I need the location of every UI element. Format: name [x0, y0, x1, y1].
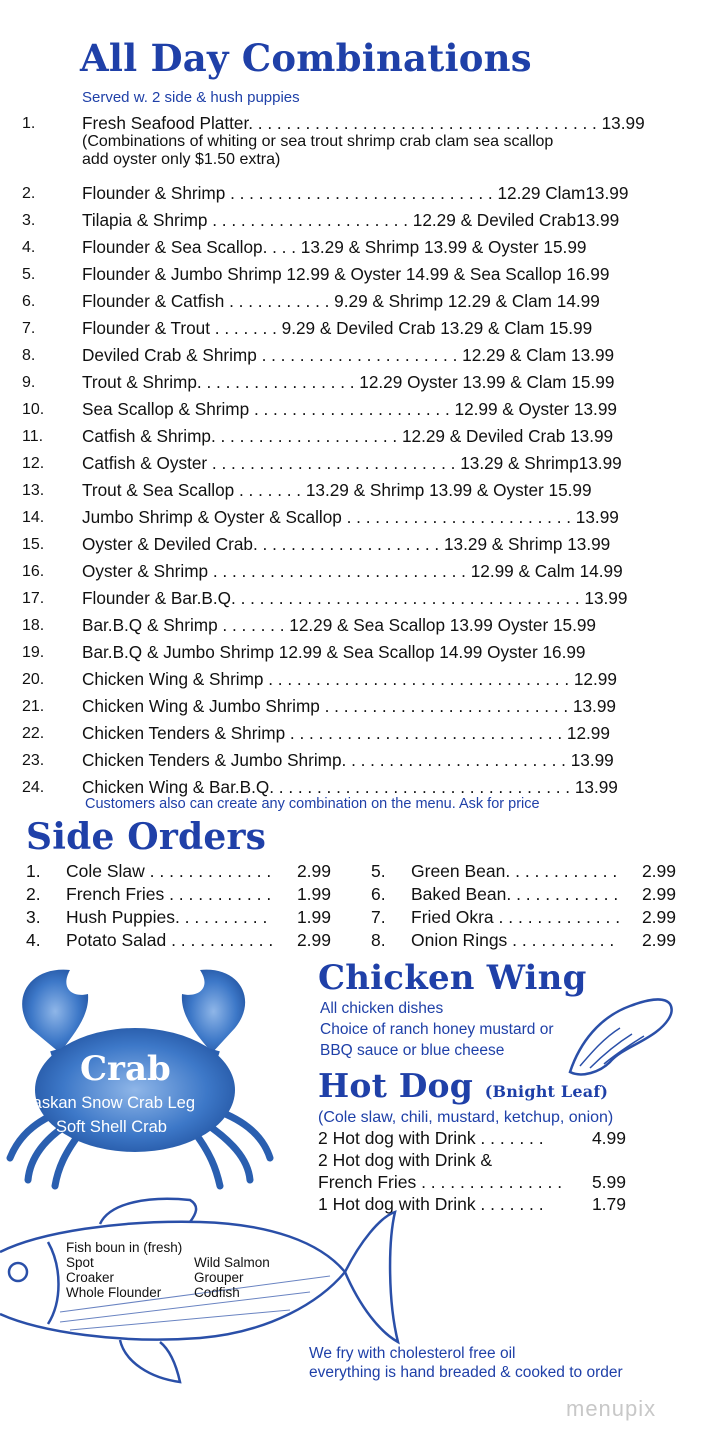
list-item — [22, 207, 687, 234]
item-line: Chicken Tenders & Jumbo Shrimp. . . . . . . . . . . . . . . . . . . . . . . . 13.99 — [82, 750, 614, 770]
combinations-note: Customers also can create any combination on the menu. Ask for price — [85, 796, 540, 812]
item-number: 10. — [22, 401, 45, 418]
item-note: (Combinations of whiting or sea trout shrimp crab clam sea scallop — [82, 133, 554, 150]
item-price: 1.99 — [296, 907, 331, 927]
item-name: French Fries . . . . . . . . . . . . . . . — [318, 1172, 563, 1192]
hot-dog-description: (Cole slaw, chili, mustard, ketchup, onion) — [318, 1109, 614, 1126]
list-item — [22, 558, 687, 585]
hot-dog-title — [318, 1066, 608, 1105]
item-line: Tilapia & Shrimp . . . . . . . . . . . . . . . . . . . . . 12.29 & Deviled Crab13.99 — [82, 210, 620, 230]
combinations-list — [22, 114, 687, 801]
item-line: Jumbo Shrimp & Oyster & Scallop . . . . . . . . . . . . . . . . . . . . . . . . 13.99 — [82, 507, 619, 527]
list-item — [318, 1149, 626, 1171]
fish-item: Grouper — [194, 1270, 244, 1285]
fish-item: Croaker — [66, 1270, 115, 1285]
item-line: Trout & Sea Scallop . . . . . . . 13.29 & Shrimp 13.99 & Oyster 15.99 — [82, 480, 592, 500]
item-number: 2. — [22, 185, 36, 202]
item-line: Sea Scallop & Shrimp . . . . . . . . . . . . . . . . . . . . . 12.99 & Oyster 13.99 — [82, 399, 617, 419]
list-item — [22, 315, 687, 342]
chicken-wing-title: Chicken Wing — [318, 958, 587, 998]
item-line: Trout & Shrimp. . . . . . . . . . . . . . . . . 12.29 Oyster 13.99 & Clam 15.99 — [82, 372, 615, 392]
footer-line: We fry with cholesterol free oil — [309, 1345, 516, 1362]
item-number: 22. — [22, 725, 45, 742]
fish-item: Whole Flounder — [66, 1285, 162, 1300]
item-number: 9. — [22, 374, 36, 391]
side-orders-right — [371, 860, 676, 952]
list-item — [22, 114, 687, 180]
watermark: menupix — [566, 1396, 657, 1421]
footer-line: everything is hand breaded & cooked to order — [309, 1364, 623, 1381]
item-line: Flounder & Shrimp . . . . . . . . . . . . . . . . . . . . . . . . . . . . 12.29 Clam13.99 — [82, 183, 629, 203]
item-number: 5. — [371, 861, 386, 881]
list-item — [22, 261, 687, 288]
item-name: 2 Hot dog with Drink . . . . . . . — [318, 1128, 544, 1148]
item-number: 12. — [22, 455, 45, 472]
fish-col-2 — [194, 1255, 270, 1300]
item-price: 2.99 — [641, 930, 676, 950]
combinations-title: All Day Combinations — [80, 36, 532, 80]
item-line: Flounder & Catfish . . . . . . . . . . . 9.29 & Shrimp 12.29 & Clam 14.99 — [82, 291, 600, 311]
item-number: 18. — [22, 617, 45, 634]
item-number: 2. — [26, 884, 41, 904]
crab-item: Alaskan Snow Crab Leg — [18, 1094, 196, 1112]
item-name: Green Bean. . . . . . . . . . . . — [411, 861, 618, 881]
item-line: Catfish & Oyster . . . . . . . . . . . . . . . . . . . . . . . . . . 13.29 & Shrimp13.99 — [82, 453, 622, 473]
item-price: 2.99 — [296, 861, 331, 881]
item-number: 19. — [22, 644, 45, 661]
item-line: Bar.B.Q & Shrimp . . . . . . . 12.29 & Sea Scallop 13.99 Oyster 15.99 — [82, 615, 596, 635]
list-item — [26, 906, 331, 929]
hot-dog-title-text: Hot Dog — [318, 1066, 474, 1105]
item-line: Bar.B.Q & Jumbo Shrimp 12.99 & Sea Scallop 14.99 Oyster 16.99 — [82, 642, 586, 662]
item-line: Catfish & Shrimp. . . . . . . . . . . . . . . . . . . . 12.29 & Deviled Crab 13.99 — [82, 426, 614, 446]
item-name: Baked Bean. . . . . . . . . . . . — [411, 884, 619, 904]
list-item — [22, 288, 687, 315]
list-item — [22, 342, 687, 369]
item-number: 23. — [22, 752, 45, 769]
list-item — [318, 1171, 626, 1193]
item-number: 1. — [22, 115, 36, 132]
item-line: Chicken Tenders & Shrimp . . . . . . . . . . . . . . . . . . . . . . . . . . . . . 12.99 — [82, 723, 610, 743]
item-price: 1.99 — [296, 884, 331, 904]
list-item — [22, 666, 687, 693]
item-line: Chicken Wing & Bar.B.Q. . . . . . . . . . . . . . . . . . . . . . . . . . . . . . . . 13.99 — [82, 777, 618, 797]
list-item — [371, 906, 676, 929]
combinations-subtitle: Served w. 2 side & hush puppies — [82, 89, 300, 106]
crab-title: Crab — [80, 1049, 171, 1089]
item-price: 2.99 — [296, 930, 331, 950]
item-line: Fresh Seafood Platter. . . . . . . . . . . . . . . . . . . . . . . . . . . . . . . . . . . . . 13.99 — [82, 114, 645, 133]
item-number: 7. — [371, 907, 386, 927]
list-item — [22, 612, 687, 639]
item-number: 5. — [22, 266, 36, 283]
chicken-line: BBQ sauce or blue cheese — [320, 1042, 505, 1059]
item-line: Chicken Wing & Shrimp . . . . . . . . . . . . . . . . . . . . . . . . . . . . . . . . 12.99 — [82, 669, 617, 689]
item-number: 14. — [22, 509, 45, 526]
list-item — [22, 423, 687, 450]
item-line: Oyster & Shrimp . . . . . . . . . . . . . . . . . . . . . . . . . . . 12.99 & Calm 14.99 — [82, 561, 623, 581]
item-number: 4. — [22, 239, 36, 256]
item-number: 15. — [22, 536, 45, 553]
list-item — [22, 369, 687, 396]
list-item — [371, 883, 676, 906]
list-item — [26, 929, 331, 952]
item-number: 13. — [22, 482, 45, 499]
item-price: 5.99 — [591, 1172, 626, 1192]
item-name: Hush Puppies. . . . . . . . . . — [66, 907, 268, 927]
item-number: 8. — [22, 347, 36, 364]
item-number: 6. — [371, 884, 386, 904]
item-line: Flounder & Trout . . . . . . . 9.29 & Deviled Crab 13.29 & Clam 15.99 — [82, 318, 593, 338]
list-item — [22, 720, 687, 747]
fish-col-1 — [66, 1255, 161, 1300]
side-orders-title: Side Orders — [26, 816, 267, 858]
item-price: 1.79 — [591, 1194, 626, 1214]
item-number: 7. — [22, 320, 36, 337]
item-line: Chicken Wing & Jumbo Shrimp . . . . . . . . . . . . . . . . . . . . . . . . . . 13.99 — [82, 696, 616, 716]
list-item — [22, 180, 687, 207]
item-line: Flounder & Bar.B.Q. . . . . . . . . . . . . . . . . . . . . . . . . . . . . . . . . . . . . 13.99 — [82, 588, 628, 608]
item-line: Deviled Crab & Shrimp . . . . . . . . . . . . . . . . . . . . . 12.29 & Clam 13.99 — [82, 345, 615, 365]
item-line: Flounder & Sea Scallop. . . . 13.29 & Shrimp 13.99 & Oyster 15.99 — [82, 237, 587, 257]
item-number: 11. — [22, 428, 44, 445]
list-item — [318, 1127, 626, 1149]
side-orders-left — [26, 860, 331, 952]
item-number: 21. — [22, 698, 45, 715]
fish-item: Wild Salmon — [194, 1255, 270, 1270]
item-number: 20. — [22, 671, 45, 688]
list-item — [371, 929, 676, 952]
item-name: Fried Okra . . . . . . . . . . . . . — [411, 907, 621, 927]
item-number: 8. — [371, 930, 386, 950]
item-price: 2.99 — [641, 907, 676, 927]
item-note: add oyster only $1.50 extra) — [82, 151, 281, 168]
list-item — [22, 234, 687, 261]
list-item — [371, 860, 676, 883]
item-line: Flounder & Jumbo Shrimp 12.99 & Oyster 14.99 & Sea Scallop 16.99 — [82, 264, 610, 284]
item-price: 4.99 — [591, 1128, 626, 1148]
list-item — [22, 693, 687, 720]
item-number: 24. — [22, 779, 45, 796]
item-number: 3. — [26, 907, 41, 927]
fish-item: Codfish — [194, 1285, 240, 1300]
item-number: 16. — [22, 563, 45, 580]
item-name: Cole Slaw . . . . . . . . . . . . . — [66, 861, 272, 881]
item-line: Oyster & Deviled Crab. . . . . . . . . . . . . . . . . . . . 13.29 & Shrimp 13.99 — [82, 534, 611, 554]
item-number: 4. — [26, 930, 41, 950]
list-item — [22, 477, 687, 504]
item-name: Onion Rings . . . . . . . . . . . — [411, 930, 615, 950]
list-item — [22, 450, 687, 477]
list-item — [22, 639, 687, 666]
item-name: Potato Salad . . . . . . . . . . . — [66, 930, 274, 950]
item-name: French Fries . . . . . . . . . . . — [66, 884, 272, 904]
fish-title: Fish boun in (fresh) — [66, 1240, 183, 1255]
hot-dog-brand: (Bnight Leaf) — [484, 1082, 609, 1101]
list-item — [26, 883, 331, 906]
chicken-line: All chicken dishes — [320, 1000, 444, 1017]
list-item — [26, 860, 331, 883]
fish-item: Spot — [66, 1255, 94, 1270]
item-number: 1. — [26, 861, 41, 881]
item-number: 17. — [22, 590, 45, 607]
item-name: 2 Hot dog with Drink & — [318, 1150, 493, 1170]
item-number: 6. — [22, 293, 36, 310]
list-item — [22, 531, 687, 558]
item-name: 1 Hot dog with Drink . . . . . . . — [318, 1194, 544, 1214]
list-item — [22, 747, 687, 774]
list-item — [22, 504, 687, 531]
item-price: 2.99 — [641, 861, 676, 881]
crab-item: Soft Shell Crab — [56, 1118, 167, 1136]
item-price: 2.99 — [641, 884, 676, 904]
item-number: 3. — [22, 212, 36, 229]
chicken-line: Choice of ranch honey mustard or — [320, 1021, 554, 1038]
list-item — [22, 396, 687, 423]
list-item — [22, 585, 687, 612]
